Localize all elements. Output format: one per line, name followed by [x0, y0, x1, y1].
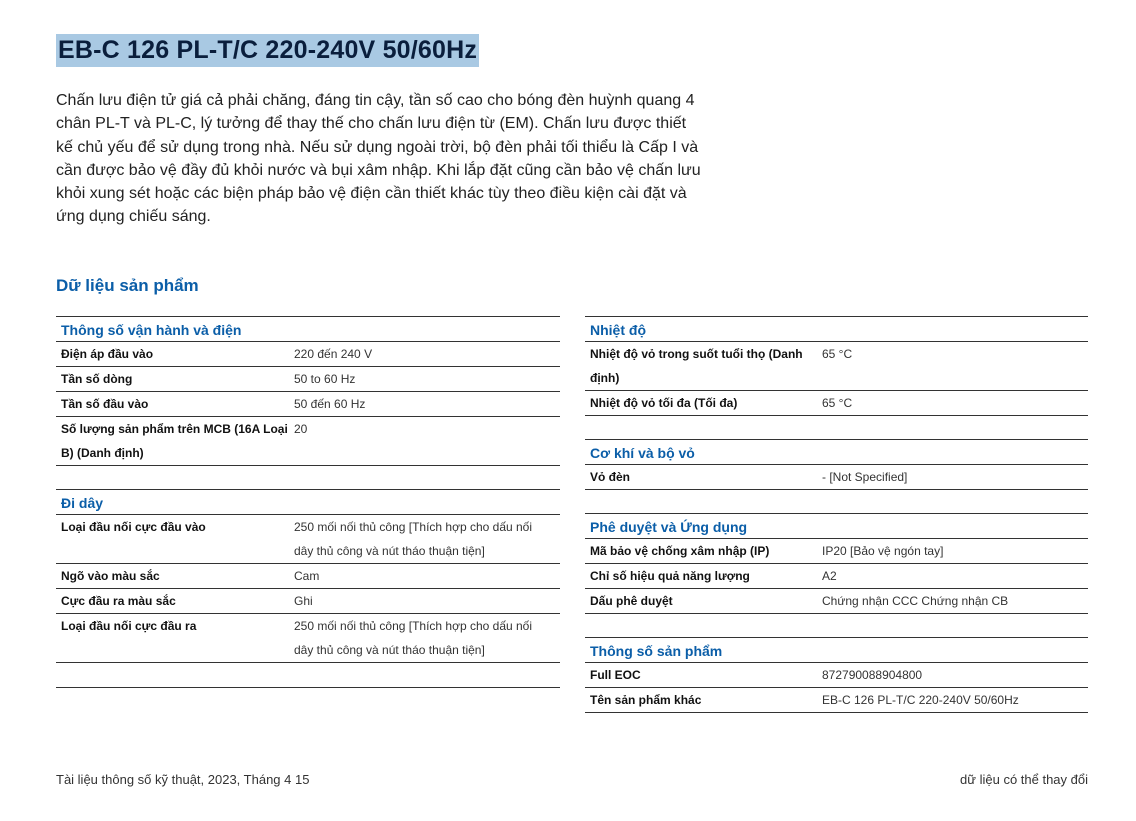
row-label: Tên sản phẩm khác [590, 693, 702, 707]
table-row [56, 564, 560, 589]
operating-electrical-title: Thông số vận hành và điện [56, 317, 560, 342]
table-row [56, 417, 560, 466]
table-row [585, 663, 1088, 688]
row-value: - [Not Specified] [822, 470, 908, 484]
table-spacer [585, 614, 1088, 638]
row-label: Chỉ số hiệu quả năng lượng [590, 569, 750, 583]
table-row [585, 539, 1088, 564]
table-row [585, 391, 1088, 416]
row-value: 220 đến 240 V [294, 347, 373, 361]
table-spacer [585, 490, 1088, 514]
row-label: Vỏ đèn [590, 470, 631, 484]
operating-electrical-table [56, 316, 560, 490]
row-label: Ngõ vào màu sắc [61, 569, 160, 583]
table-row [585, 465, 1088, 490]
section-title: Dữ liệu sản phẩm [56, 276, 199, 295]
table-row [56, 367, 560, 392]
row-label: Nhiệt độ vỏ trong suốt tuổi thọ (Danh định) [590, 347, 803, 385]
title-wrap [56, 34, 479, 67]
product-table [585, 638, 1088, 713]
product-description: Chấn lưu điện tử giá cả phải chăng, đáng tin cậy, tần số cao cho bóng đèn huỳnh quang 4 chân PL-T và PL-C, lý tưởng để thay thế cho chấn lưu điện từ (EM). Chấn lưu được thiết kế chủ yếu để sử dụng trong nhà. Nếu sử dụng ngoài trời, bộ đèn phải tối thiểu là Cấp I và cần được bảo vệ đầy đủ khỏi nước và bụi xâm nhập. Khi lắp đặt cũng cần bảo vệ chấn lưu khỏi xung sét hoặc các biện pháp bảo vệ điện cần thiết khác tùy theo điều kiện cài đặt và ứng dụng chiếu sáng. [56, 92, 701, 226]
table-row [56, 515, 560, 564]
row-value: Chứng nhận CCC Chứng nhận CB [822, 594, 1009, 608]
row-value: 65 °C [822, 396, 853, 410]
wiring-title: Đi dây [56, 490, 560, 515]
footer-disclaimer: dữ liệu có thể thay đổi [960, 772, 1088, 787]
row-value: IP20 [Bảo vệ ngón tay] [822, 544, 944, 558]
temperature-title: Nhiệt độ [585, 317, 1088, 342]
table-row [585, 342, 1088, 391]
row-value: 65 °C [822, 347, 853, 361]
row-label: Điện áp đầu vào [61, 347, 154, 361]
row-label: Tần số đầu vào [61, 397, 149, 411]
left-column [56, 316, 560, 688]
table-row [585, 564, 1088, 589]
right-column [585, 316, 1088, 713]
row-value: 250 mối nối thủ công [Thích hợp cho dấu nối dây thủ công và nút tháo thuận tiện] [294, 520, 533, 558]
table-row [585, 589, 1088, 614]
row-value: 20 [294, 422, 308, 436]
row-value: 50 đến 60 Hz [294, 397, 366, 411]
table-row [585, 688, 1088, 713]
table-spacer [56, 466, 560, 490]
row-label: Mã bảo vệ chống xâm nhập (IP) [590, 544, 770, 558]
approval-title: Phê duyệt và Ứng dụng [585, 514, 1088, 539]
table-spacer [585, 416, 1088, 440]
row-value: EB-C 126 PL-T/C 220-240V 50/60Hz [822, 693, 1019, 707]
row-label: Tần số dòng [61, 372, 133, 386]
table-row [56, 614, 560, 663]
row-label: Số lượng sản phẩm trên MCB (16A Loại B) (Danh định) [61, 422, 288, 460]
mechanical-table [585, 440, 1088, 514]
mechanical-title: Cơ khí và bộ vỏ [585, 440, 1088, 465]
row-value: Ghi [294, 594, 313, 608]
row-label: Loại đầu nối cực đầu ra [61, 619, 197, 633]
row-value: A2 [822, 569, 837, 583]
row-label: Loại đầu nối cực đầu vào [61, 520, 206, 534]
table-row [56, 392, 560, 417]
approval-table [585, 514, 1088, 638]
row-value: Cam [294, 569, 320, 583]
page-title: EB-C 126 PL-T/C 220-240V 50/60Hz [56, 34, 479, 67]
table-row [56, 342, 560, 367]
footer-document-info: Tài liệu thông số kỹ thuật, 2023, Tháng 4 15 [56, 772, 310, 787]
wiring-table [56, 490, 560, 688]
product-title: Thông số sản phẩm [585, 638, 1088, 663]
row-value: 250 mối nối thủ công [Thích hợp cho dấu nối dây thủ công và nút tháo thuận tiện] [294, 619, 533, 657]
temperature-table [585, 316, 1088, 440]
table-row [56, 589, 560, 614]
row-label: Dấu phê duyệt [590, 594, 673, 608]
row-label: Cực đầu ra màu sắc [61, 594, 176, 608]
row-label: Full EOC [590, 668, 641, 682]
row-label: Nhiệt độ vỏ tối đa (Tối đa) [590, 396, 738, 410]
table-spacer [56, 663, 560, 688]
row-value: 872790088904800 [822, 668, 923, 682]
row-value: 50 to 60 Hz [294, 372, 356, 386]
